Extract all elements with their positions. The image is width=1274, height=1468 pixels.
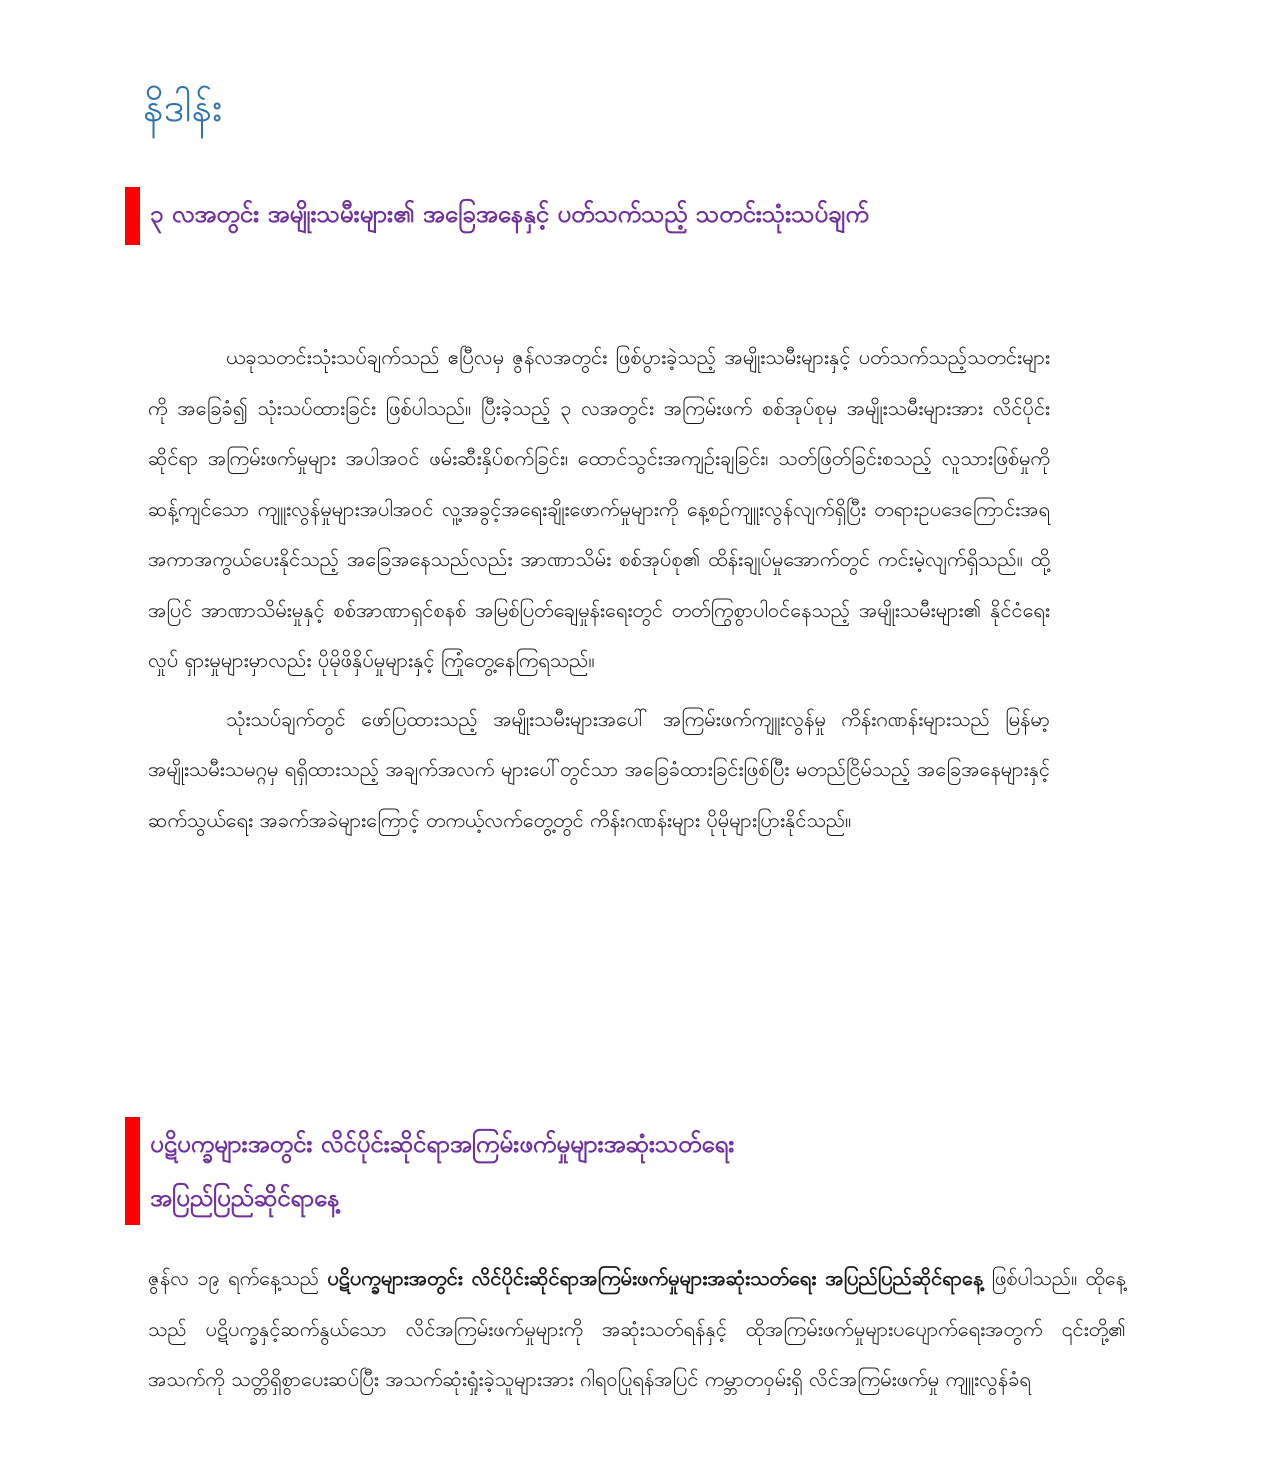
paragraph bbox=[148, 1253, 1126, 1405]
news-review-body bbox=[148, 332, 1050, 845]
section-heading-news-review bbox=[125, 187, 869, 245]
section-heading-line: ပဋိပက္ခများအတွင်း လိင်ပိုင်းဆိုင်ရာအကြမ်းဖက်မှုများအဆုံးသတ်ရေး bbox=[150, 1130, 735, 1158]
paragraph-bold-day-name: ပဋိပက္ခများအတွင်း လိင်ပိုင်းဆိုင်ရာအကြမ်းဖက်မှုများအဆုံးသတ်ရေး အပြည်ပြည်ဆိုင်ရာနေ့ bbox=[327, 1266, 984, 1290]
international-day-body bbox=[148, 1253, 1126, 1405]
paragraph: ယခုသတင်းသုံးသပ်ချက်သည် ဧပြီလမှ ဇွန်လအတွင်း ဖြစ်ပွားခဲ့သည့် အမျိုးသမီးများနှင့် ပတ်သက်သည့်သတင်းများကို အခြေခံ၍ သုံးသပ်ထားခြင်း ဖြစ်ပါသည်။ ပြီးခဲ့သည့် ၃ လအတွင်း အကြမ်းဖက် စစ်အုပ်စုမှ အမျိုးသမီးများအား လိင်ပိုင်းဆိုင်ရာ အကြမ်းဖက်မှုများ အပါအဝင် ဖမ်းဆီးနှိပ်စက်ခြင်း၊ ထောင်သွင်းအကျဉ်းချခြင်း၊ သတ်ဖြတ်ခြင်းစသည့် လူသားဖြစ်မှုကို ဆန့်ကျင်သော ကျူးလွန်မှုများအပါအဝင် လူ့အခွင့်အရေးချိုးဖောက်မှုများကို နေ့စဉ်ကျူးလွန်လျက်ရှိပြီး တရားဥပဒေကြောင်းအရ အကာအကွယ်ပေးနိုင်သည့် အခြေအနေသည်လည်း အာဏာသိမ်း စစ်အုပ်စု၏ ထိန်းချုပ်မှုအောက်တွင် ကင်းမဲ့လျက်ရှိသည်။ ထို့အပြင် အာဏာသိမ်းမှုနှင့် စစ်အာဏာရှင်စနစ် အမြစ်ပြတ်ချေမှုန်းရေးတွင် တတ်ကြွစွာပါဝင်နေသည့် အမျိုးသမီးများ၏ နိုင်ငံရေးလှုပ် ရှားမှုများမှာလည်း ပိုမိုဖိနှိပ်မှုများနှင့် ကြုံတွေ့နေကြရသည်။ bbox=[148, 345, 1051, 672]
section-heading-text: ၃ လအတွင်း အမျိုးသမီးများ၏ အခြေအနေနှင့် ပတ်သက်သည့် သတင်းသုံးသပ်ချက် bbox=[150, 200, 869, 228]
intro-title: နိဒါန်း bbox=[143, 85, 223, 131]
section-heading-international-day bbox=[125, 1117, 950, 1225]
paragraph: သုံးသပ်ချက်တွင် ဖော်ပြထားသည့် အမျိုးသမီးများအပေါ် အကြမ်းဖက်ကျူးလွန်မှု ကိန်းဂဏန်းများသည် မြန်မာ့အမျိုးသမီးသမဂ္ဂမှ ရရှိထားသည့် အချက်အလက် များပေါ်တွင်သာ အခြေခံထားခြင်းဖြစ်ပြီး မတည်ငြိမ်သည့် အခြေအနေများနှင့် ဆက်သွယ်ရေး အခက်အခဲများကြောင့် တကယ့်လက်တွေ့တွင် ကိန်းဂဏန်းများ ပိုမိုများပြားနိုင်သည်။ bbox=[148, 706, 1050, 832]
paragraph-intro-text: ဇွန်လ ၁၉ ရက်နေ့သည် bbox=[148, 1266, 328, 1290]
section-heading-line: အပြည်ပြည်ဆိုင်ရာနေ့ bbox=[150, 1184, 340, 1212]
paragraph-rest-text: ဖြစ်ပါသည်။ ထိုနေ့သည် ပဋိပက္ခနှင့်ဆက်နွယ်သော လိင်အကြမ်းဖက်မှုများကို အဆုံးသတ်ရန်နှင့် ထိုအကြမ်းဖက်မှုများပပျောက်ရေးအတွက် ၎င်းတို့၏ အသက်ကို သတ္တိရှိစွာပေးဆပ်ပြီး အသက်ဆုံးရှုံးခဲ့သူများအား ဂါရဝပြုရန်အပြင် ကမ္ဘာတဝှမ်းရှိ လိင်အကြမ်းဖက်မှု ကျူးလွန်ခံရ bbox=[148, 1266, 1126, 1391]
